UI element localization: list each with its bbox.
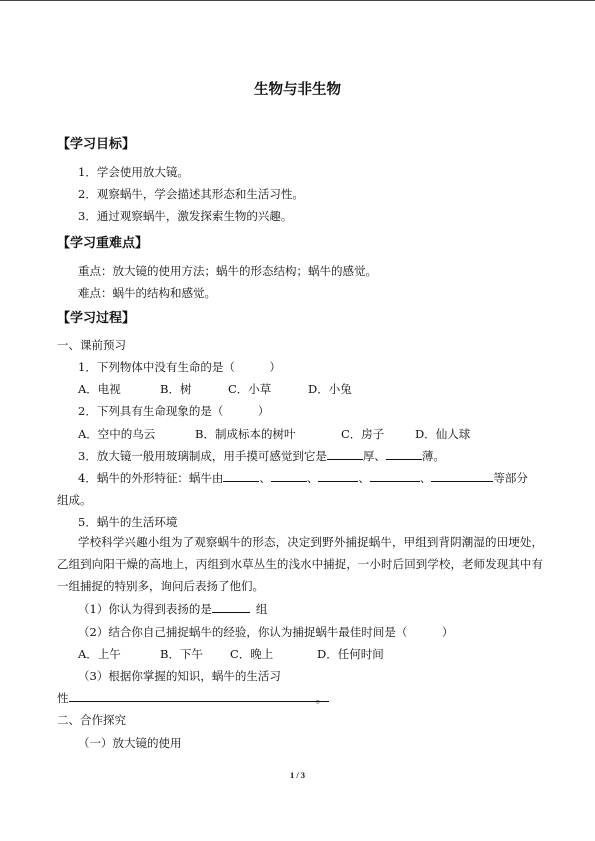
question-5-paragraph: 学校科学兴趣小组为了观察蜗牛的形态，决定到野外捕捉蜗牛，甲组到背阴潮湿的田埂处，乙组到向阳干燥的高地上，丙组到水草丛生的浅水中捕捉，一小时后回到学校，老师发现其中有一组捕捉的特别多，询问后表扬了他们。 xyxy=(57,535,543,593)
document-title: 生物与非生物 xyxy=(254,82,341,98)
section-heading-goals: 【学习目标】 xyxy=(57,137,136,152)
question-5-heading: 5．蜗牛的生活环境 xyxy=(78,515,178,529)
page-number: 1 / 3 xyxy=(289,770,306,780)
option-c: C．晚上 xyxy=(230,647,274,661)
question-4-text: 4．蜗牛的外形特征：蜗牛由 xyxy=(78,471,224,485)
part2-heading: 二、合作探究 xyxy=(57,713,126,727)
answer-blank xyxy=(327,448,363,460)
question-4 xyxy=(78,470,528,486)
separator: 、 xyxy=(358,471,370,485)
question-5-sub3-continuation xyxy=(57,690,329,706)
question-5-sub2-options xyxy=(78,646,384,662)
option-b: B．下午 xyxy=(160,647,203,661)
key-point-zhongdian: 重点：放大镜的使用方法；蜗牛的形态结构；蜗牛的感觉。 xyxy=(78,264,377,278)
option-a: A．空中的乌云 xyxy=(78,427,156,441)
goal-item: 3．通过观察蜗牛，激发探索生物的兴趣。 xyxy=(78,209,293,223)
part2-subheading: （一）放大镜的使用 xyxy=(78,736,182,750)
question-3-text-end: 薄。 xyxy=(421,449,445,463)
question-3-text: 3．放大镜一般用玻璃制成，用手摸可感觉到它是 xyxy=(78,449,327,463)
option-d: D．仙人球 xyxy=(415,427,471,441)
question-4-text-end: 等部分 xyxy=(493,471,528,485)
answer-blank xyxy=(386,448,422,460)
answer-blank xyxy=(271,470,307,482)
answer-blank xyxy=(69,690,315,702)
goal-item: 1．学会使用放大镜。 xyxy=(78,165,189,179)
answer-blank xyxy=(318,470,358,482)
option-d: D．小兔 xyxy=(308,382,352,396)
answer-blank xyxy=(223,470,259,482)
separator: 、 xyxy=(419,471,432,485)
question-2-stem: 2．下列具有生命现象的是（ ） xyxy=(78,404,270,418)
question-5-sub1 xyxy=(78,601,267,617)
question-4-continuation: 组成。 xyxy=(57,493,92,507)
key-point-nandian: 难点：蜗牛的结构和感觉。 xyxy=(78,286,216,300)
answer-blank xyxy=(212,601,250,613)
option-a: A．电视 xyxy=(78,382,121,396)
sub1-text-end: 组 xyxy=(255,602,268,616)
question-2-options xyxy=(78,426,470,442)
sub1-text: （1）你认为得到表扬的是 xyxy=(78,602,212,616)
answer-blank xyxy=(431,470,493,482)
question-3 xyxy=(78,448,445,464)
question-5-sub2: （2）结合你自己捕捉蜗牛的经验，你认为捕捉蜗牛最佳时间是（ ） xyxy=(78,625,454,639)
separator: 、 xyxy=(306,471,319,485)
separator: 、 xyxy=(259,471,271,485)
goal-item: 2．观察蜗牛，学会描述其形态和生活习性。 xyxy=(78,187,304,201)
sub3-text-end: 。 xyxy=(315,691,328,705)
option-c: C．房子 xyxy=(341,427,385,441)
page-top-rule xyxy=(0,0,595,1)
answer-blank xyxy=(370,470,420,482)
section-heading-process: 【学习过程】 xyxy=(57,311,136,326)
option-b: B．制成标本的树叶 xyxy=(195,427,296,441)
sub3-text: 性 xyxy=(57,691,69,705)
question-3-text-mid: 厚、 xyxy=(362,449,386,463)
part1-heading: 一、课前预习 xyxy=(57,338,126,352)
question-5-sub3: （3）根据你掌握的知识，蜗牛的生活习 xyxy=(78,669,281,683)
question-1-options xyxy=(78,381,352,397)
option-c: C．小草 xyxy=(228,382,272,396)
option-a: A．上午 xyxy=(78,647,121,661)
section-heading-key-points: 【学习重难点】 xyxy=(57,236,149,251)
question-1-stem: 1．下列物体中没有生命的是（ ） xyxy=(78,360,281,374)
option-d: D．任何时间 xyxy=(317,647,384,661)
option-b: B．树 xyxy=(160,382,192,396)
